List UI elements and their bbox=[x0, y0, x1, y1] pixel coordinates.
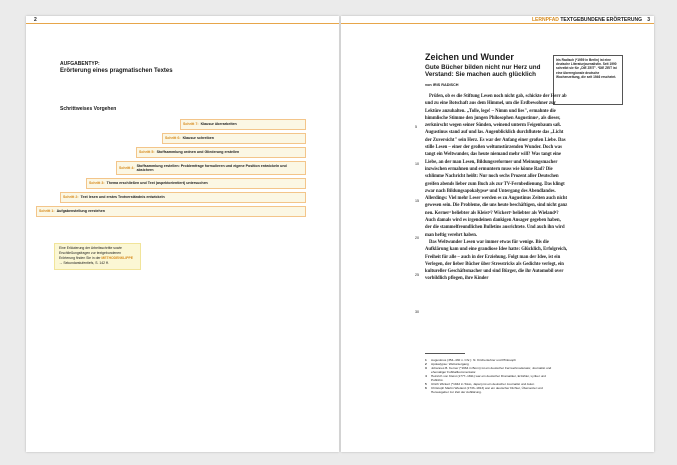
step-text: Aufgabenstellung verstehen bbox=[56, 209, 105, 214]
article-paragraph: Prüfen, ob es die Stiftung Lesen noch nicht gab, schickte der Herr ab und zu eine Botschaft aus dem Himmel, um die Erdbewohner zur Lektüre anzuhalten. „Tolle, lege! – Nimm und lies", ermahnte die himmlische Stimme den jungen Philosophen Augustinus¹, als dieser, zerknirscht wegen seiner Sünden, weinend unterm Feigenbaum saß. Augustinus stand auf und las. Augenblicklich durchflutete das „Licht der Zuversicht" sein Herz. Es war der Anfang einer großen Liebe. Das stille Lesen – einer der großen weltumstürzenden Wunder. Doch was tangt ein Weltwunder, das heute niemand mehr will? Was tangt eine Liebe, an der man Lesen, Bildungsreformer und Meinungsmacher inzwischen ermahnen und ermuntern muss wie könne Rad? Die schlimme Nachricht heißt: Nur noch sechs Prozent aller Deutschen greifen abends lieber zum Buch als zur TV-Fernbedienung. Das klingt zwar nach Bildungsapokalypse² und Untergang des Abendlandes. Allerdings: Viel mehr Leser werden es zu Augustinus Zeiten auch nicht gewesen sein. Die Probleme, die uns heute beschäftigen, sind nicht ganz neu. Kerner³ beliebter als Kleist⁴? Wickert⁵ beliebter als Wieland⁶? Auch damals wird es irgendeinen dankigen Ansager gegeben haben, der die stammelfreundlichen Bulletins ausrichtete. Und auch ihn wird man heftig verehrt haben. bbox=[425, 94, 568, 238]
note-reference: Sekundarstufentiefs, S. 142 ff. bbox=[63, 261, 109, 265]
note-text: Eine Erläuterung der Arbeitsschritte sowie Erschließungsfragen zur textgebundenen Erörterung finden Sie in der bbox=[59, 246, 122, 260]
line-number: 10 bbox=[415, 162, 419, 166]
step-6 bbox=[162, 133, 306, 144]
footnote-text: Ulrich Wickert (*1942 in Tokio, Japan) ist ein deutscher Journalist und Autor. bbox=[431, 382, 535, 386]
line-number: 20 bbox=[415, 236, 419, 240]
article-subtitle: Gute Bücher bilden nicht nur Herz und Verstand: Sie machen auch glücklich bbox=[425, 64, 541, 79]
footnote-divider bbox=[425, 353, 465, 354]
step-number: Schritt 2: bbox=[63, 195, 79, 200]
footnote bbox=[425, 386, 553, 394]
footnote-number: 2 bbox=[425, 362, 427, 366]
footnote-text: Johannes B. Kerner (*1964 in Bonn) ist ein deutscher Fernsehmoderator, Journalist und ehemaliger Fußballkommentator. bbox=[431, 366, 552, 374]
footnote-number: 6 bbox=[425, 386, 427, 390]
step-3 bbox=[86, 178, 306, 189]
step-text: Stoffsammlung erstellen: Problemfrage formulieren und eigene Position entwickeln und absichern bbox=[136, 163, 287, 172]
page-header bbox=[26, 16, 339, 24]
step-number: Schritt 7: bbox=[183, 122, 199, 127]
task-title: Erörterung eines pragmatischen Textes bbox=[60, 68, 173, 74]
method-note bbox=[54, 243, 141, 270]
line-number: 5 bbox=[415, 125, 417, 129]
line-number: 25 bbox=[415, 273, 419, 277]
step-text: Thema erschließen und Text (aspektorientiert) untersuchen bbox=[106, 181, 208, 186]
step-1 bbox=[36, 206, 306, 217]
line-number: 15 bbox=[415, 199, 419, 203]
footnote bbox=[425, 374, 553, 382]
article-body bbox=[425, 93, 568, 283]
step-number: Schritt 3: bbox=[89, 181, 105, 186]
step-number: Schritt 6: bbox=[165, 136, 181, 141]
step-7 bbox=[180, 119, 306, 130]
line-number: 30 bbox=[415, 310, 419, 314]
step-text: Stoffsammlung ordnen und Gliederung erstellen bbox=[156, 150, 240, 155]
right-page bbox=[341, 16, 654, 452]
step-4 bbox=[116, 161, 306, 175]
footnote-text: Apokalypse: Weltuntergang bbox=[431, 362, 469, 366]
task-type-label: AUFGABENTYP: bbox=[60, 61, 100, 67]
article-title: Zeichen und Wunder bbox=[425, 52, 514, 62]
page-header bbox=[341, 16, 654, 24]
step-text: Klausur überarbeiten bbox=[200, 122, 237, 127]
method-link[interactable]: METHODENKLIPPE bbox=[101, 256, 134, 260]
step-number: Schritt 4: bbox=[119, 165, 135, 170]
footnote-text: Christoph Martin Wieland (1733–1813) war ein deutscher Dichter, Übersetzer und Herausgeber zur Zeit der Aufklärung. bbox=[431, 386, 543, 394]
footnote-number: 1 bbox=[425, 358, 427, 362]
footnote-text: Heinrich von Kleist (1777–1811) war ein deutscher Dramatiker, Erzähler, Lyriker und Publizist. bbox=[431, 374, 546, 382]
step-text: Text lesen und erstes Textverständnis entwickeln bbox=[80, 195, 165, 200]
footnote-text: Augustinus (354–430 n. Chr.): hl. Kirchenlehrer und Philosoph bbox=[431, 358, 516, 362]
footnote-number: 3 bbox=[425, 366, 427, 370]
article-author: von IRIS RADISCH bbox=[425, 83, 459, 87]
step-number: Schritt 5: bbox=[139, 150, 155, 155]
article-paragraph: Das Weltwunder Lesen war immer etwas für wenige. Bis die Aufklärung kam und eine grandiose Idee hatte: Glücklich, Erfolgreich, Freiheit für alle – auch in der Erziehung. Folgt man der Idee, ist ein Verlegen, der lieber Bücher über Stresstricks als Gedichte verlegt, ein kultureller Geschäftsmacher und sind Bürger, die ihr Automobil over vorbildlich pflegen, ihre Kinder bbox=[425, 239, 568, 282]
step-text: Klausur schreiben bbox=[182, 136, 214, 141]
footnote bbox=[425, 366, 553, 374]
left-page bbox=[26, 16, 339, 452]
header-topic: TEXTGEBUNDENE ERÖRTERUNG bbox=[560, 17, 642, 23]
page-number: 2 bbox=[34, 17, 37, 23]
author-bio-box: Iris Radisch (*1959 in Berlin) ist eine deutsche Literaturjournalistin. Seit 1990 schreibt sie für „DIE ZEIT". *DIE ZEIT ist eine überregionale deutsche Wochenzeitung, die seit 1946 erscheint. bbox=[553, 55, 623, 105]
step-5 bbox=[136, 147, 306, 158]
footnote-number: 4 bbox=[425, 374, 427, 378]
header-title bbox=[532, 17, 642, 23]
step-number: Schritt 1: bbox=[39, 209, 55, 214]
step-2 bbox=[60, 192, 306, 203]
page-number: 3 bbox=[647, 17, 650, 23]
section-title: Schrittweises Vorgehen bbox=[60, 106, 117, 112]
header-prefix: LERNPFAD bbox=[531, 17, 559, 23]
footnotes bbox=[425, 358, 553, 394]
arrow-right-icon: → bbox=[59, 261, 63, 265]
footnote-number: 5 bbox=[425, 382, 427, 386]
